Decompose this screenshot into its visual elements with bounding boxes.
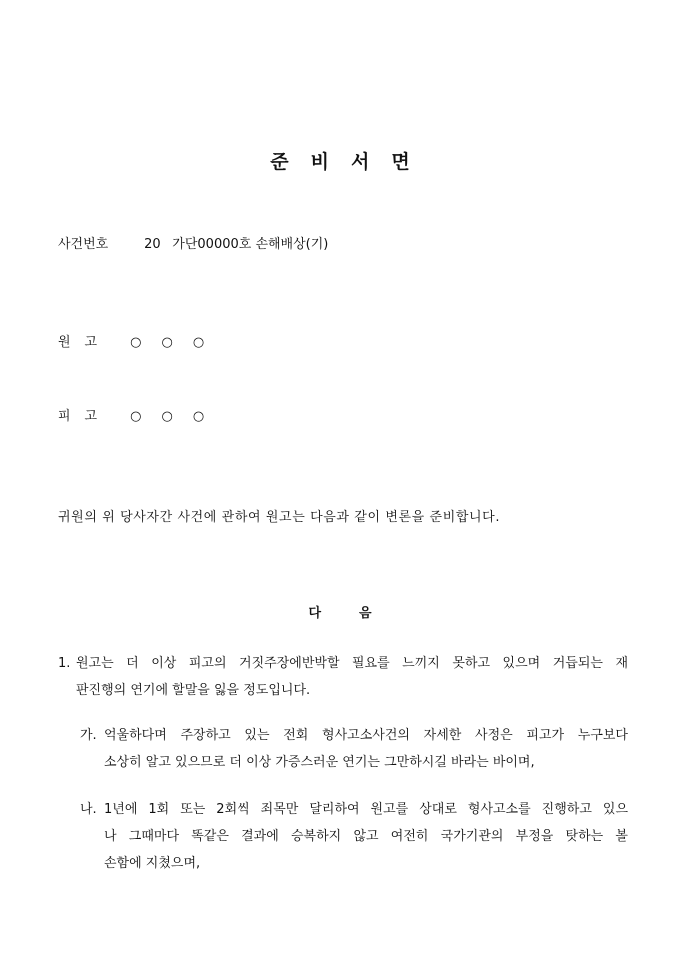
case-year: 20 (144, 237, 161, 252)
plaintiff-label: 원고 (58, 335, 112, 350)
plaintiff-row (58, 331, 224, 350)
case-number-value: 가단00000호 손해배상(기) (172, 237, 329, 252)
defendant-row (58, 405, 224, 424)
sub-item-na-line-3: 손함에 지쳤으며, (104, 856, 201, 871)
defendant-label: 피고 (58, 409, 112, 424)
item-1 (58, 650, 628, 704)
sub-item-na-line-2: 나 그때마다 똑같은 결과에 승복하지 않고 여전히 국가기관의 부정을 탓하는 볼 (104, 829, 628, 844)
sub-item-na-number: 나. (80, 802, 97, 817)
case-number-row (58, 233, 328, 252)
case-number-label: 사건번호 (58, 237, 109, 252)
item-1-number: 1. (58, 656, 71, 671)
sub-item-ga-line-2: 소상히 알고 있으므로 더 이상 가증스러운 연기는 그만하시길 바라는 바이며, (104, 755, 535, 770)
sub-item-ga-line-1 (80, 722, 628, 749)
item-1-line-1 (58, 650, 628, 677)
sub-item-ga (80, 722, 628, 776)
sub-item-ga-text-1: 억울하다며 주장하고 있는 전회 형사고소사건의 자세한 사정은 피고가 누구보다 (104, 728, 628, 743)
document-title: 준비서면 (270, 151, 432, 173)
item-1-text-1: 원고는 더 이상 피고의 거짓주장에반박할 필요를 느끼지 못하고 있으며 거듭되는 재 (76, 656, 628, 671)
section-title: 다음 (308, 606, 410, 621)
sub-item-na-text-1: 1년에 1회 또는 2회씩 죄목만 달리하여 원고를 상대로 형사고소를 진행하고 있으 (104, 802, 628, 817)
sub-item-ga-number: 가. (80, 728, 97, 743)
plaintiff-name: ○○○ (130, 335, 225, 350)
item-1-line-2: 판진행의 연기에 할말을 잃을 정도입니다. (76, 683, 311, 698)
intro-paragraph: 귀원의 위 당사자간 사건에 관하여 원고는 다음과 같이 변론을 준비합니다. (58, 510, 501, 525)
sub-item-na (80, 796, 628, 877)
defendant-name: ○○○ (130, 409, 225, 424)
sub-item-na-line-1 (80, 796, 628, 823)
